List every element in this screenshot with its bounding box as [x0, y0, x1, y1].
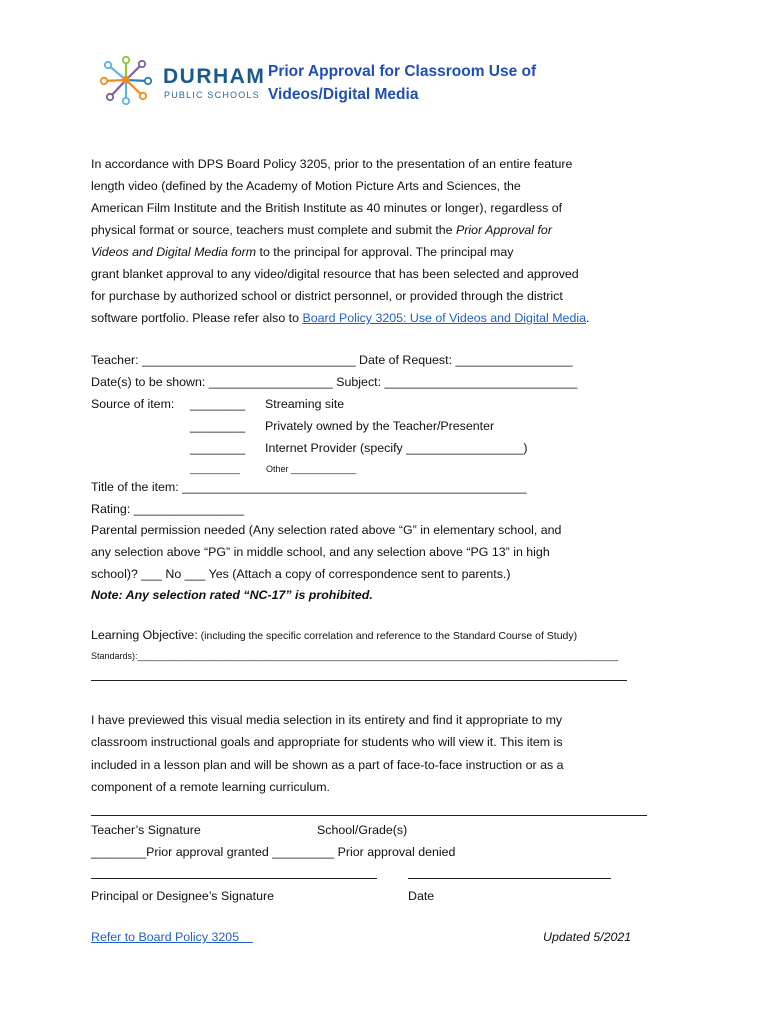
dps-logo-icon — [96, 55, 156, 105]
footer-policy-link-text[interactable]: Refer to Board Policy 3205 — [91, 930, 240, 944]
teacher-signature-label: Teacher’s Signature — [91, 823, 201, 837]
intro-text: . — [585, 311, 590, 325]
learning-objective-hint: (including the specific correlation and reference to the Standard Course of Study) — [197, 630, 578, 642]
intro-line: grant blanket approval to any video/digital resource that has been selected and approved — [91, 267, 579, 281]
source-internet-label[interactable]: Internet Provider (specify _________________) — [265, 441, 528, 455]
source-streaming-blank[interactable]: ________ — [190, 397, 246, 411]
principal-signature-label: Principal or Designee’s Signature — [91, 889, 274, 903]
learning-objective-label: Learning Objective: — [91, 628, 198, 642]
form-name-italic: Videos and Digital Media form — [91, 245, 257, 259]
objective-blank-line[interactable] — [91, 680, 627, 681]
statement-line: included in a lesson plan and will be shown as a part of face-to-face instruction or as a — [91, 758, 564, 772]
nc17-note: Note: Any selection rated “NC-17” is prohibited. — [91, 588, 373, 602]
logo-subtitle: PUBLIC SCHOOLS — [164, 90, 260, 100]
source-label: Source of item: — [91, 397, 175, 411]
source-other-label[interactable]: Other _____________ — [266, 464, 357, 474]
title-line-2: Videos/Digital Media — [268, 86, 419, 103]
intro-line — [91, 219, 651, 241]
logo-wordmark: DURHAM — [163, 65, 266, 88]
statement-line: classroom instructional goals and appropriate for students who will view it. This item is — [91, 735, 563, 749]
intro-line: In accordance with DPS Board Policy 3205, prior to the presentation of an entire feature — [91, 157, 573, 171]
parental-permission-text: any selection above “PG” in middle school, and any selection above “PG 13” in high — [91, 545, 550, 559]
school-grade-label: School/Grade(s) — [317, 823, 408, 837]
statement-line: component of a remote learning curriculum. — [91, 780, 330, 794]
teacher-field[interactable]: Teacher: _______________________________ Date of Request: _________________ — [91, 353, 573, 367]
dates-field[interactable]: Date(s) to be shown: __________________ Subject: ____________________________ — [91, 375, 578, 389]
source-private-label: Privately owned by the Teacher/Presenter — [265, 419, 495, 433]
intro-text: software portfolio. Please refer also to — [91, 311, 303, 325]
date-label: Date — [408, 889, 435, 903]
title-of-item-field[interactable]: Title of the item: __________________________________________________ — [91, 480, 527, 494]
principal-signature-line[interactable] — [91, 878, 377, 879]
title-line-1: Prior Approval for Classroom Use of — [268, 63, 537, 80]
standards-field[interactable]: Standards):________________________________________________________________________________________________ — [91, 651, 619, 661]
footer-policy-link[interactable] — [91, 926, 253, 948]
approval-choice[interactable]: ________Prior approval granted _________ Prior approval denied — [91, 845, 456, 859]
intro-line: length video (defined by the Academy of Motion Picture Arts and Sciences, the — [91, 179, 521, 193]
parental-permission-answer[interactable]: school)? ___ No ___ Yes (Attach a copy of correspondence sent to parents.) — [91, 567, 511, 581]
intro-line: for purchase by authorized school or district personnel, or provided through the district — [91, 289, 563, 303]
rating-field[interactable]: Rating: ________________ — [91, 502, 244, 516]
form-name-italic: Prior Approval for — [456, 223, 552, 237]
learning-objective-row — [91, 624, 577, 647]
date-line[interactable] — [408, 878, 611, 879]
intro-line — [91, 307, 651, 329]
intro-line — [91, 241, 651, 263]
source-other-blank[interactable]: __________ — [190, 464, 241, 474]
intro-text: to the principal for approval. The principal may — [256, 245, 514, 259]
parental-permission-text: Parental permission needed (Any selection rated above “G” in elementary school, and — [91, 523, 562, 537]
page-title — [268, 60, 536, 106]
statement-line: I have previewed this visual media selection in its entirety and find it appropriate to my — [91, 713, 563, 727]
teacher-signature-line[interactable] — [91, 815, 647, 816]
source-internet-blank[interactable]: ________ — [190, 441, 246, 455]
updated-date: Updated 5/2021 — [543, 930, 632, 944]
board-policy-link[interactable]: Board Policy 3205: Use of Videos and Digital Media — [302, 311, 586, 325]
source-streaming-label: Streaming site — [265, 397, 345, 411]
intro-paragraph — [91, 153, 651, 329]
source-private-blank[interactable]: ________ — [190, 419, 246, 433]
intro-text: physical format or source, teachers must complete and submit the — [91, 223, 456, 237]
intro-line: American Film Institute and the British Institute as 40 minutes or longer), regardless of — [91, 201, 563, 215]
